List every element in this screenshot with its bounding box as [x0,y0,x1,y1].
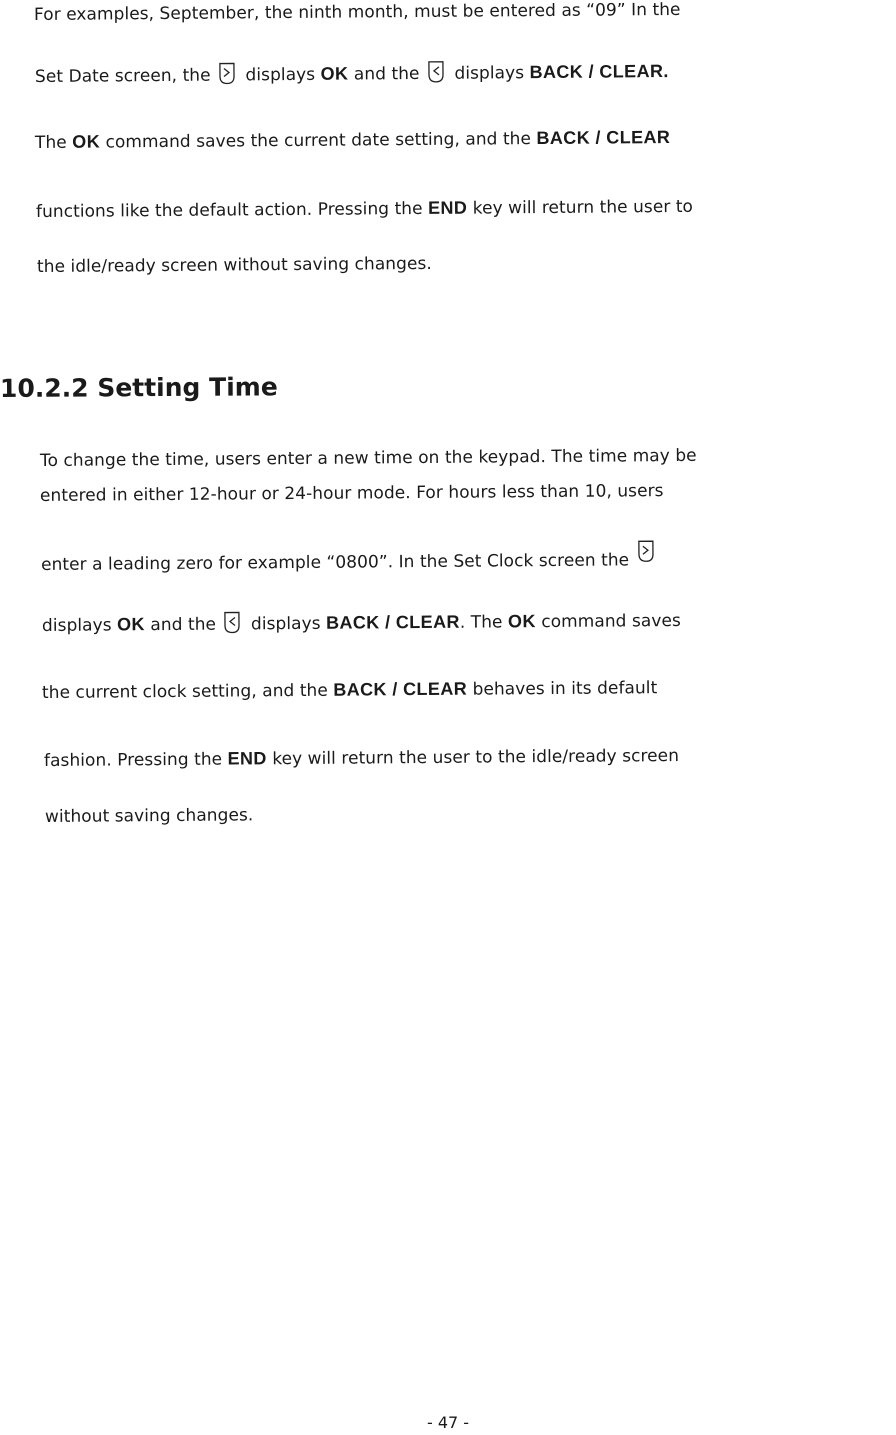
ok-term: OK [507,611,536,632]
p1-line-2 [35,58,669,89]
p1-line-4-text-a: functions like the default action. Pressing the [35,198,423,222]
p2-line-2 [40,479,664,508]
p1-line-2-text-a: Set Date screen, the [34,65,211,87]
p2-line-5 [42,675,657,705]
p2-line-6-text-c: key will return the user to the idle/ready screen [272,746,680,770]
p1-line-2-text-e: displays [454,63,525,84]
p2-line-4-text-a: displays [41,615,112,636]
right-softkey-icon [636,539,654,563]
p1-line-5 [37,252,432,279]
p1-line-4-text-c: key will return the user to [472,196,694,219]
p2-line-5-text-c: behaves in its default [472,678,658,700]
ok-term: OK [320,63,349,84]
p2-line-3 [41,539,659,577]
p2-line-7 [45,803,253,829]
p2-line-7-text: without saving changes. [44,805,254,827]
p2-line-3-text: enter a leading zero for example “0800”. In the Set Clock screen the [40,550,630,575]
p1-line-4 [36,194,693,224]
p2-line-4 [42,607,681,638]
p2-line-4-text-h: command saves [541,610,681,633]
back-clear-term: BACK / CLEAR [325,611,460,633]
back-clear-term: BACK / CLEAR. [529,61,669,83]
back-clear-term: BACK / CLEAR [333,678,468,700]
p1-line-1 [34,0,681,27]
p2-line-1 [40,444,697,473]
p1-line-1-text: For examples, September, the ninth month, must be entered as “09” In the [33,0,681,25]
page-number: - 47 - [426,1413,470,1432]
left-softkey-icon [223,610,241,634]
right-softkey-icon [218,61,236,85]
p2-line-4-text-d: displays [250,613,321,635]
end-term: END [227,748,267,769]
p2-line-5-text-a: the current clock setting, and the [41,680,328,703]
p1-line-3 [35,125,670,155]
p2-line-4-text-c: and the [150,614,217,636]
p1-line-3-text-c: command saves the current date setting, and the [105,129,532,153]
p2-line-6-text-a: fashion. Pressing the [43,749,223,771]
p2-line-2-text: entered in either 12-hour or 24-hour mode. For hours less than 10, users [39,481,664,506]
ok-term: OK [117,614,145,635]
p1-line-2-text-d: and the [353,63,420,85]
p1-line-3-text-a: The [34,132,67,153]
end-term: END [427,197,468,218]
ok-term: OK [72,131,101,152]
left-softkey-icon [427,60,445,84]
p1-line-5-text: the idle/ready screen without saving changes. [36,253,432,277]
p2-line-4-text-f: . The [459,612,503,633]
section-heading: 10.2.2 Setting Time [0,372,278,403]
p2-line-6 [44,743,679,773]
back-clear-term: BACK / CLEAR [536,127,671,149]
p1-line-2-text-b: displays [245,64,316,86]
p2-line-1-text: To change the time, users enter a new time on the keypad. The time may be [39,445,697,471]
